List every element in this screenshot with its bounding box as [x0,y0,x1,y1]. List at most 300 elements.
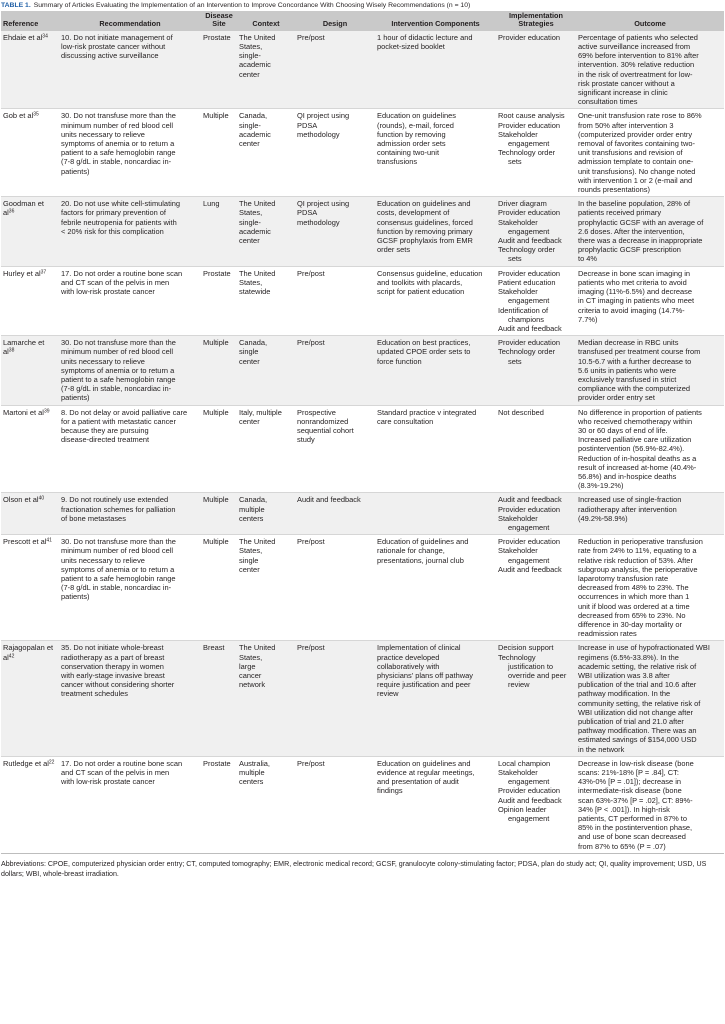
components-cell-line: Implementation of clinical [377,643,461,653]
strategies-cell-line: Identification of [498,305,549,315]
recommendation-cell [59,535,201,641]
context-cell-line: The United [239,268,276,278]
reference-citation-number: 34 [42,33,48,40]
outcome-cell-line: in CT imaging in patients who meet [578,296,695,306]
header-reference: Reference [1,11,59,31]
strategies-cell-line: override and peer [508,671,567,681]
outcome-cell-line: academic setting, the relative risk of [578,661,697,671]
design-cell [295,756,375,853]
design-cell-line: sequential cohort [297,425,354,435]
strategies-cell-line: engagement [508,555,550,565]
context-cell [237,535,295,641]
design-cell-line: QI project using [297,199,350,209]
components-cell-line: care consultation [377,416,434,426]
recommendation-cell [59,197,201,266]
table-row [1,336,724,405]
reference-name: Rajagopalan et al [3,643,54,662]
strategies-cell-line: justification to [508,661,554,671]
disease-site-cell: Multiple [201,109,237,197]
header-disease-site: Disease Site [201,11,237,31]
strategies-cell-line: sets [508,356,522,366]
strategies-cell-line: Audit and feedback [498,564,562,574]
recommendation-cell-line: 35. Do not initiate whole-breast [61,643,164,653]
context-cell [237,336,295,405]
outcome-cell-line: subgroup analysis, the perioperative [578,564,698,574]
outcome-cell-line: WBI utilization did not change after [578,707,693,717]
context-cell-line: Canada, [239,111,268,121]
components-cell [375,336,496,405]
table-label: TABLE 1. [1,2,31,9]
strategies-cell-line: engagement [508,777,550,787]
outcome-cell-line: exclusively transfused in strict [578,374,677,384]
table-body [1,31,724,854]
recommendation-cell-line: patients) [61,592,90,602]
table-row [1,535,724,641]
recommendation-cell-line: minimum number of red blood cell [61,546,174,556]
recommendation-cell-line: patients) [61,393,90,403]
strategies-cell-line: Provider education [498,120,561,130]
context-cell [237,109,295,197]
outcome-cell-line: No difference in proportion of patients [578,407,702,417]
design-cell [295,405,375,493]
disease-site-cell: Prostate [201,31,237,109]
recommendation-cell-line: factors for primary prevention of [61,208,166,218]
strategies-cell-line: Stakeholder [498,513,538,523]
design-cell-line: PDSA [297,208,318,218]
components-cell-line: costs, development of [377,208,450,218]
strategies-cell [496,336,576,405]
design-cell-line: Pre/post [297,32,325,42]
context-cell-line: single- [239,217,261,227]
reference-cell [1,197,59,266]
reference-cell [1,109,59,197]
recommendation-cell-line: < 20% risk for this complication [61,226,164,236]
outcome-cell-line: with intervention 1 or 2 (e-mail and [578,175,693,185]
strategies-cell-line: sets [508,157,522,167]
table-header-row [1,11,724,31]
context-cell-line: The United [239,32,276,42]
context-cell [237,756,295,853]
strategies-cell-line: Technology order [498,148,556,158]
outcome-cell-line: decreased from 48% to 23%. The [578,583,689,593]
components-cell-line: 1 hour of didactic lecture and [377,32,473,42]
outcome-cell-line: 5.6 units in patients who were [578,365,676,375]
outcome-cell-line: rate from 24% to 11%, equating to a [578,546,697,556]
outcome-cell-line: Percentage of patients who selected [578,32,698,42]
reference-citation-number: 39 [43,408,50,415]
recommendation-cell-line: symptoms of anemia or to return a [61,139,175,149]
recommendation-cell-line: febrile neutropenia for patients with [61,217,177,227]
outcome-cell-line: Reduction of in-hospital deaths as a [578,453,697,463]
strategies-cell-line: Driver diagram [498,199,547,209]
context-cell-line: single- [239,120,261,130]
components-cell-line: updated CPOE order sets to [377,347,471,357]
outcome-cell-line: relative risk reduction of 53%. After [578,555,693,565]
outcome-cell-line: (8.3%-19.2%) [578,481,624,491]
header-design: Design [295,11,375,31]
recommendation-cell-line: minimum number of red blood cell [61,120,174,130]
recommendation-cell-line: symptoms of anemia or to return a [61,365,175,375]
components-cell [375,493,496,535]
outcome-cell-line: there was a decrease in inappropriate [578,236,703,246]
design-cell [295,336,375,405]
recommendation-cell-line: discussing active surveillance [61,51,159,61]
recommendation-cell-line: treatment schedules [61,689,128,699]
components-cell-line: review [377,689,399,699]
reference-name: Martoni et al [3,407,44,417]
strategies-cell-line: Stakeholder [498,287,538,297]
context-cell-line: center [239,416,260,426]
components-cell [375,109,496,197]
table-caption [1,1,724,10]
reference-citation-number: 22 [48,759,55,766]
outcome-cell-line: intermediate-risk disease (bone [578,786,682,796]
recommendation-cell [59,756,201,853]
design-cell [295,31,375,109]
recommendation-cell-line: radiotherapy as a part of breast [61,652,165,662]
outcome-cell-line: pathway modification. There was an [578,726,697,736]
components-cell-line: GCSF prophylaxis from EMR [377,236,473,246]
context-cell-line: network [239,680,266,690]
outcome-cell-line: difference in 30-day mortality or [578,620,683,629]
design-cell-line: study [297,435,315,445]
recommendation-cell [59,31,201,109]
header-components: Intervention Components [375,11,496,31]
recommendation-cell [59,109,201,197]
outcome-cell-line: laparotomy transfusion rate [578,573,669,583]
design-cell-line: Audit and feedback [297,495,361,505]
strategies-cell-line: Stakeholder [498,129,538,139]
components-cell-line: presentations, journal club [377,555,464,565]
table-row [1,109,724,197]
components-cell [375,535,496,641]
components-cell-line: (rounds), e-mail, forced [377,120,454,130]
design-cell-line: QI project using [297,111,350,121]
strategies-cell-line: Decision support [498,643,554,653]
outcome-cell-line: consultation times [578,97,638,107]
header-recommendation: Recommendation [59,11,201,31]
strategies-cell-line: Patient education [498,277,556,287]
reference-name: Gob et al [3,111,34,121]
outcome-cell-line: Increase in use of hypofractionated WBI [578,643,710,653]
outcome-cell-line: unit transfusions). No change noted [578,166,696,176]
outcome-cell [576,31,724,109]
recommendation-cell-line: conservation therapy in women [61,661,164,671]
context-cell-line: single- [239,51,261,61]
components-cell-line: function by removing primary [377,226,473,236]
context-cell-line: academic [239,129,271,139]
outcome-cell [576,266,724,335]
components-cell-line: Education of guidelines and [377,537,469,547]
components-cell [375,405,496,493]
context-cell [237,266,295,335]
components-cell-line: Education on best practices, [377,338,471,348]
context-cell-line: States, [239,546,263,556]
summary-table [1,11,724,854]
context-cell-line: single [239,555,259,565]
reference-citation-number: 41 [46,537,52,544]
recommendation-cell-line: patient to a safe hemoglobin range [61,374,176,384]
context-cell [237,641,295,756]
design-cell-line: Pre/post [297,268,325,278]
table-row [1,197,724,266]
components-cell-line: Education on guidelines [377,111,456,121]
outcome-cell-line: 56.8%) and in-hospice deaths [578,471,677,481]
strategies-cell-line: Root cause analysis [498,111,565,121]
context-cell-line: The United [239,199,276,209]
context-cell-line: center [239,139,260,149]
recommendation-cell [59,641,201,756]
components-cell-line: transfusions [377,157,418,167]
recommendation-cell-line: (7-8 g/dL in stable, noncardiac in- [61,384,172,394]
strategies-cell-line: Local champion [498,758,551,768]
recommendation-cell-line: of bone metastases [61,513,126,523]
outcome-cell-line: prophylactic GCSF with an average of [578,217,704,227]
outcome-cell-line: 30 or 60 days of end of life. [578,425,668,435]
table-title: Summary of Articles Evaluating the Implementation of an Intervention to Improve Concordance With Choosing Wisely Recommendations (n = 10) [33,2,471,9]
outcome-cell-line: radiotherapy after intervention [578,504,677,514]
strategies-cell [496,197,576,266]
disease-site-cell: Multiple [201,336,237,405]
strategies-cell-line: Technology order [498,245,556,255]
components-cell-line: Standard practice v integrated [377,407,477,417]
components-cell-line: rationale for change, [377,546,445,556]
outcome-cell-line: readmission rates [578,629,637,639]
strategies-cell-line: engagement [508,226,550,236]
outcome-cell-line: patients who met criteria to avoid [578,277,687,287]
recommendation-cell-line: 30. Do not transfuse more than the [61,111,176,121]
strategies-cell [496,266,576,335]
components-cell-line: findings [377,786,403,796]
components-cell-line: practice developed [377,652,440,662]
outcome-cell-line: decreased from 65% to 23%. No [578,610,686,620]
components-cell [375,31,496,109]
header-context: Context [237,11,295,31]
strategies-cell-line: Audit and feedback [498,495,562,505]
outcome-cell-line: community setting, the relative risk of [578,698,701,708]
context-cell-line: The United [239,643,276,653]
reference-cell [1,493,59,535]
outcome-cell-line: significant increase in clinic [578,88,668,98]
components-cell-line: pocket-sized booklet [377,42,445,52]
components-cell-line: evidence at regular meetings, [377,768,475,778]
outcome-cell-line: (computerized provider order entry [578,129,693,139]
reference-citation-number: 36 [8,208,15,215]
reference-name: Prescott et al [3,537,47,547]
recommendation-cell-line: disease-directed treatment [61,435,150,445]
design-cell-line: Prospective [297,407,336,417]
reference-cell [1,405,59,493]
outcome-cell-line: patients received primary [578,208,662,218]
table-row [1,266,724,335]
recommendation-cell-line: and CT scan of the pelvis in men [61,768,170,778]
reference-name: Hurley et al [3,268,41,278]
recommendation-cell-line: cancer without considering shorter [61,680,175,690]
outcome-cell-line: publication of trial and 21.0 after [578,717,684,727]
strategies-cell-line: Audit and feedback [498,236,562,246]
design-cell [295,535,375,641]
outcome-cell-line: (49.2%-58.9%) [578,513,628,523]
context-cell-line: center [239,236,260,246]
outcome-cell-line: criteria to avoid imaging (14.7%- [578,305,685,315]
strategies-cell-line: engagement [508,814,550,824]
recommendation-cell-line: 30. Do not transfuse more than the [61,537,176,547]
strategies-cell [496,535,576,641]
outcome-cell-line: occurrences in which more than 1 [578,592,690,602]
outcome-cell-line: prophylactic GCSF prescription [578,245,681,255]
outcome-cell [576,336,724,405]
recommendation-cell-line: units necessary to relieve [61,555,145,565]
context-cell-line: Canada, [239,495,268,505]
recommendation-cell-line: symptoms of anemia or to return a [61,564,175,574]
context-cell-line: centers [239,777,264,787]
outcome-cell-line: Reduction in perioperative transfusion [578,537,703,547]
disease-site-cell: Prostate [201,266,237,335]
components-cell-line: admission order sets [377,139,446,149]
components-cell-line: require justification and peer [377,680,471,690]
outcome-cell-line: publication of the trial and 10.6 after [578,680,697,690]
recommendation-cell-line: units necessary to relieve [61,356,145,366]
outcome-cell-line: result of increased at-home (40.4%- [578,462,697,472]
strategies-cell-line: Stakeholder [498,217,538,227]
disease-site-cell: Multiple [201,493,237,535]
recommendation-cell-line: 10. Do not initiate management of [61,32,173,42]
outcome-cell-line: 7.7%) [578,314,598,324]
components-cell [375,266,496,335]
outcome-cell [576,535,724,641]
outcome-cell [576,197,724,266]
outcome-cell [576,493,724,535]
design-cell [295,197,375,266]
outcome-cell-line: scans: 21%-18% [P = .84], CT: [578,768,679,778]
context-cell-line: academic [239,60,271,70]
context-cell-line: The United [239,537,276,547]
table-row [1,756,724,853]
outcome-cell [576,109,724,197]
outcome-cell-line: 85% in the postintervention phase, [578,823,693,833]
reference-citation-number: 35 [33,111,39,118]
strategies-cell-line: Audit and feedback [498,795,562,805]
context-cell [237,197,295,266]
recommendation-cell-line: patient to a safe hemoglobin range [61,573,176,583]
context-cell-line: academic [239,226,271,236]
outcome-cell-line: who received chemotherapy within [578,416,693,426]
design-cell-line: methodology [297,217,340,227]
strategies-cell-line: engagement [508,296,550,306]
strategies-cell-line: Provider education [498,537,561,547]
components-cell-line: function by removing [377,129,446,139]
outcome-cell-line: from 87% to 65% (P = .07) [578,841,666,851]
components-cell-line: physicians' plans off pathway [377,671,473,681]
outcome-cell-line: imaging (11%-6.5%) and decrease [578,287,692,297]
strategies-cell-line: Not described [498,407,544,417]
components-cell-line: containing two-unit [377,148,440,158]
table-row [1,405,724,493]
strategies-cell [496,31,576,109]
reference-cell [1,266,59,335]
recommendation-cell-line: units necessary to relieve [61,129,145,139]
outcome-cell [576,405,724,493]
strategies-cell-line: engagement [508,139,550,149]
outcome-cell-line: and use of bone scan decreased [578,832,686,842]
disease-site-cell: Prostate [201,756,237,853]
recommendation-cell-line: patients) [61,166,90,176]
disease-site-cell: Breast [201,641,237,756]
context-cell-line: cancer [239,671,262,681]
recommendation-cell-line: 17. Do not order a routine bone scan [61,758,183,768]
recommendation-cell-line: fractionation schemes for palliation [61,504,176,514]
outcome-cell-line: 2.6 doses. After the intervention, [578,226,685,236]
context-cell-line: States, [239,277,263,287]
components-cell-line: Education on guidelines and [377,199,471,209]
components-cell-line: collaboratively with [377,661,440,671]
reference-citation-number: 37 [40,269,47,276]
outcome-cell-line: in the risk of overtreatment for low- [578,69,693,79]
components-cell [375,641,496,756]
recommendation-cell [59,266,201,335]
strategies-cell-line: Audit and feedback [498,323,562,333]
strategies-cell [496,756,576,853]
strategies-cell-line: Provider education [498,32,561,42]
components-cell-line: order sets [377,245,411,255]
outcome-cell-line: Increased use of single-fraction [578,495,682,505]
design-cell-line: methodology [297,129,340,139]
reference-name: Olson et al [3,495,39,505]
recommendation-cell-line: 20. Do not use white cell-stimulating [61,199,181,209]
context-cell-line: center [239,356,260,366]
components-cell-line: force function [377,356,422,366]
context-cell-line: Canada, [239,338,268,348]
outcome-cell-line: from 50% after intervention 3 [578,120,674,130]
recommendation-cell-line: (7-8 g/dL in stable, noncardiac in- [61,157,172,167]
design-cell [295,493,375,535]
strategies-cell-line: Stakeholder [498,546,538,556]
components-cell [375,756,496,853]
context-cell-line: Italy, multiple [239,407,282,417]
outcome-cell-line: provider order entry set [578,393,655,403]
table-row [1,493,724,535]
reference-citation-number: 40 [38,495,45,502]
reference-cell [1,336,59,405]
outcome-cell-line: unit transfusions and revision of [578,148,683,158]
reference-citation-number: 38 [8,347,15,354]
outcome-cell-line: Increased palliative care utilization [578,435,692,445]
strategies-cell [496,641,576,756]
outcome-cell-line: removal of favorites containing two- [578,139,695,149]
outcome-cell-line: One-unit transfusion rate rose to 86% [578,111,702,121]
header-strategies: Implementation Strategies [496,11,576,31]
outcome-cell-line: compliance with the computerized [578,384,691,394]
outcome-cell-line: Decrease in low-risk disease (bone [578,758,694,768]
recommendation-cell-line: low-risk prostate cancer without [61,42,166,52]
reference-name: Lamarche et al [3,338,45,357]
outcome-cell-line: estimated savings of $154,000 USD [578,735,697,745]
design-cell-line: Pre/post [297,537,325,547]
design-cell-line: nonrandomized [297,416,349,426]
strategies-cell-line: Provider education [498,504,561,514]
outcome-cell-line: patients, CT performed in 87% to [578,814,688,824]
outcome-cell [576,641,724,756]
strategies-cell-line: Provider education [498,338,561,348]
recommendation-cell-line: with early-stage invasive breast [61,671,165,681]
outcome-cell-line: admission template to contain one- [578,157,694,167]
strategies-cell [496,493,576,535]
outcome-cell-line: pathway modification. In the [578,689,671,699]
context-cell [237,405,295,493]
reference-cell [1,756,59,853]
context-cell-line: States, [239,652,263,662]
recommendation-cell-line: with low-risk prostate cancer [61,777,155,787]
